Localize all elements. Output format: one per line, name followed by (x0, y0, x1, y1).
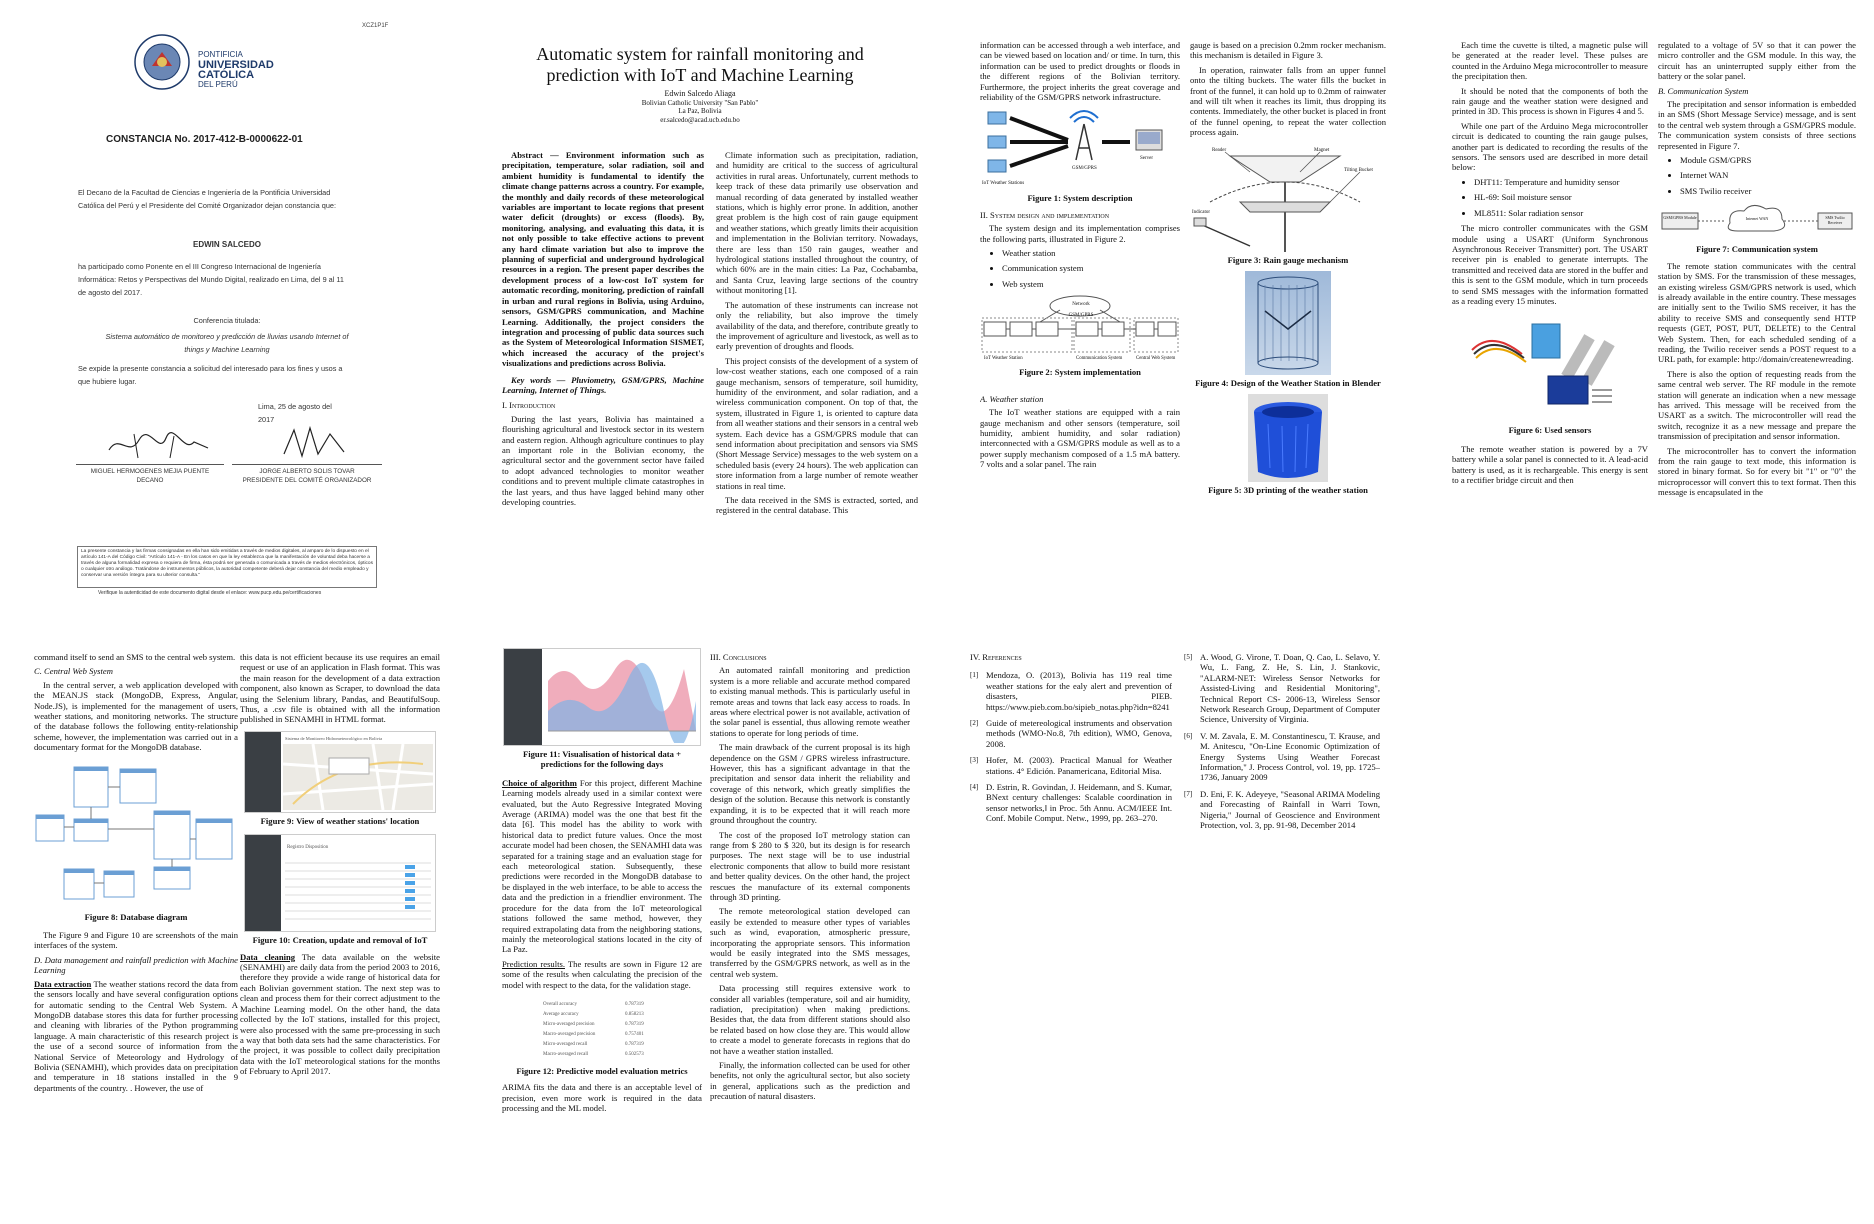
certificate-legal-box (77, 546, 377, 588)
paragraph: Climate information such as precipitation, radiation, and humidity are critical to the success of agricultural activities in rural areas. Unfortunately, current methods to keep track of these data primarily use observation and manual recording of data generated by installed weather stations, which is highly error prone. In addition, another great problem is the high cost of rain gauge equipment and weather stations, which greatly limits their acquisition and implementation in the Bolivian territory. Nowadays, there are less than 150 rain gauges, weather and hydrological stations installed throughout the country, of which 60% are in the main cities: La Paz, Cochabamba, and Santa Cruz, leaving large sections of the country without monitoring [1]. (716, 150, 918, 296)
list-item: • ML8511: Solar radiation sensor (1474, 208, 1648, 218)
subsection-central-web: C. Central Web System (34, 666, 113, 677)
certificate-name: EDWIN SALCEDO (193, 240, 261, 249)
figure-2-label: Central Web System (1136, 356, 1176, 362)
certificate-intro: El Decano de la Facultad de Ciencias e Ingeniería de la Pontificia Universidad Católica del Perú y el Presidente del Comité Organizador dejan constancia que: (78, 188, 336, 210)
sidebar (504, 649, 542, 745)
sensors-list (1452, 177, 1648, 218)
antenna-icon (1070, 111, 1098, 160)
figure-4-caption: Figure 4: Design of the Weather Station in Blender (1195, 378, 1381, 389)
reference-item (1184, 789, 1380, 831)
reference-number: [3] (970, 756, 979, 765)
figure-4 (1245, 271, 1331, 375)
paragraph: gauge is based on a precision 0.2mm rocker mechanism. this mechanism is detailed in Figure 3. (1190, 40, 1386, 61)
references-list-right (1184, 652, 1380, 831)
certificate-date: Lima, 25 de agosto del 2017 (258, 402, 332, 424)
figure-3 (1190, 142, 1386, 252)
figure-2-label: Communication System (1076, 356, 1123, 362)
figure-8 (34, 759, 238, 909)
list-item: • SMS Twilio receiver (1680, 186, 1856, 196)
certificate-conf-title: Sistema automático de monitoreo y predicción de lluvias usando Internet of things y Machine Learning (105, 332, 349, 354)
paper-col-7 (34, 652, 238, 1212)
paper-col-2 (716, 150, 918, 570)
figure-6 (1452, 310, 1648, 422)
paragraph: Data cleaning The data available on the website (SENAMHI) are daily data from the period 2003 to 2016, therefore they provide a wide range of historical data for each Bolivian government station. The next step was to clean and process them for their correct adjustment to the Machine Learning model. On the other hand, the data collected by the IoT stations, installed for this project, were also processed with the same pre-processing in such a way that both data sets had the same characteristics. For the project, it was possible to collect daily precipitation data with the IoT meteorological stations for the months of February to April 2017. (240, 951, 440, 1077)
reference-item (1184, 731, 1380, 783)
figure-10-header: Registro Disposition (287, 845, 329, 851)
keywords: Key words — Pluviometry, GSM/GPRS, Machine Learning, Internet of Things. (502, 374, 704, 395)
subsection-weather-station: A. Weather station (980, 393, 1044, 404)
communication-list (1658, 155, 1856, 196)
database-diagram (34, 759, 238, 909)
university-logo (132, 32, 192, 92)
certificate-conf-label: Conferencia titulada: (193, 316, 261, 325)
reference-item (1184, 652, 1380, 725)
figure-12-caption: Figure 12: Predictive model evaluation metrics (516, 1065, 688, 1076)
paragraph: regulated to a voltage of 5V so that it can power the micro controller and the GSM module. In this way, the circuit has an uninterrupted supply either from the battery or the solar panel. (1658, 40, 1856, 82)
figure-9-caption: Figure 9: View of weather stations' location (260, 815, 420, 826)
subsection-communication: B. Communication System (1658, 85, 1749, 96)
paper-col-6 (1658, 40, 1856, 570)
paper-col-8 (240, 652, 440, 1212)
paragraph: The system design and its implementation comprises the following parts, illustrated in Figure 2. (980, 223, 1180, 244)
figure-6-caption: Figure 6: Used sensors (1508, 425, 1592, 436)
paragraph: The main drawback of the current proposal is its high dependence on the GSM / GPRS wireless infrastructure. However, this has a significant advantage in that the precipitation and sensor data inherit the reliability and coverage of this network, which greatly simplifies the design of the solution. Because this network is constantly expanding, it is to be expected that it will reach more ground throughout the country. (710, 742, 910, 826)
sidebar (245, 835, 281, 931)
paragraph: An automated rainfall monitoring and prediction system is a more reliable and accurate method compared to existing manual methods. This is particularly useful in remote areas and towns that lack easy access to roads. In areas where electrical power is not available, activation of the solar panel is essential, thus allowing remote weather stations to operate for long periods of time. (710, 665, 910, 738)
reference-item (970, 670, 1172, 712)
figure-1 (980, 108, 1180, 190)
table-row: Micro-averaged precision 0.787319 (543, 1021, 644, 1027)
figure-9-header: Sistema de Monitoreo Hidrometeorológico en Bolivia (285, 735, 383, 741)
paragraph: The remote weather station is powered by a 7V battery while a solar panel is connected to it. A lead-acid battery is used, as it is rechargeable. This energy is sent to a rectifier bridge circuit and then (1452, 443, 1648, 485)
reference-text: D. Estrin, R. Govindan, J. Heidemann, and S. Kumar, BNext century challenges: Scalable coordination in sensor networks,‖ in Proc. 5th Annu. ACM/IEEE Int. Conf. Mobile Comput. Netw., 1999, pp. 263–270. (986, 782, 1172, 824)
references-list-left (970, 670, 1172, 823)
reference-text: Guide of metereological instruments and observation methods (WMO-No.8, 7th edition), WMO, Genova, 2008. (986, 718, 1172, 749)
used-sensors-photo (1452, 310, 1648, 422)
list-item: • HL-69: Soil moisture sensor (1474, 192, 1648, 202)
figure-7-label: SMS Twilio Receiver (1825, 215, 1845, 226)
reference-item (970, 718, 1172, 749)
reference-text: Hofer, M. (2003). Practical Manual for Weather stations. 4° Edición. Panamericana, Editorial Misa. (986, 755, 1172, 776)
figure-2 (980, 294, 1180, 364)
paragraph: Choice of algorithm For this project, different Machine Learning models already used in a similar context were evaluated, but the Auto Regressive Integrated Moving Average (ARIMA) model was the one that best fit the data [6]. This model has the ability to work with historical data to predict future values. Once the most accurate model had been chosen, the SENAMHI data was separated for a training stage and an evaluation stage for each meteorological station. Subsequently, these predictions were recorded in the MongoDB database to be displayed in the web interface, to be able to access the data and the prediction in a friendlier environment. The procedure for the data from the IoT meteorological stations followed the same method, however, they required extrapolating data from the neighboring stations, mainly the meteorological stations located in the city of La Paz. (502, 777, 702, 955)
figure-1-label: Server (1140, 156, 1154, 162)
table-row: Average accuracy 0.858213 (543, 1011, 644, 1017)
paragraph: command itself to send an SMS to the central web system. (34, 652, 236, 662)
figure-10 (244, 834, 436, 932)
paragraph: The micro controller communicates with the GSM module using a USART (Uniform Synchronous Asynchronous Receiver Transmitter) port. The USART receiver pin is enabled to generate interrupts. The transmitted and received data are stored in the buffer and this is sent to the GSM module, which in turn proceeds to send SMS messages with the information formatted as a reading every 15 minutes. (1452, 223, 1648, 306)
rain-gauge-mechanism-diagram (1190, 142, 1386, 252)
reference-item (970, 755, 1172, 776)
reference-number: [6] (1184, 731, 1193, 740)
reference-number: [1] (970, 671, 979, 680)
list-item: • Web system (1002, 279, 1180, 289)
paragraph: The IoT weather stations are equipped with a rain gauge mechanism and other sensors (temperature, soil humidity, ambient humidity, and solar radiation) interconnected with a GSM/GPRS module as well as to a power supply mechanism composed of a 1.5 mA battery. 7 volts and a solar panel. The rain (980, 407, 1180, 470)
figure-2-label: Network GSM/GPRS (1068, 302, 1094, 318)
weather-station-blender-render (1245, 271, 1331, 375)
reference-number: [5] (1184, 653, 1193, 661)
reference-number: [2] (970, 719, 979, 728)
certificate (62, 8, 389, 488)
paper-title: Automatic system for rainfall monitoring and prediction with IoT and Machine Learning (536, 44, 864, 85)
paragraph: The precipitation and sensor information is embedded in an SMS (Short Message Service) message, and is sent to the central web system through a GSM/GPRS module. The communication system consists of three sections represented in Figure 7. (1658, 99, 1856, 151)
figure-1-label: GSM/GPRS (1072, 166, 1097, 172)
certificate-body: ha participado como Ponente en el III Congreso Internacional de Ingeniería Informática: Retos y Perspectivas del Mundo Digital, realizado en Lima, del 9 al 11 de agosto del 2017. (78, 262, 344, 297)
signature-scribble-icon (274, 424, 354, 464)
paragraph: information can be accessed through a web interface, and can be viewed based on location and/ or time. In turn, this information can be used to predict droughts or floods in the different regions of the Bolivian territory. Furthermore, the project inherits the great coverage and reliability of the GSM/GPRS network infrastructure. (980, 40, 1180, 103)
figure-9 (244, 731, 436, 813)
weather-station-icon (988, 112, 1006, 172)
paragraph: The automation of these instruments can increase not only the reliability, but also improve the timely availability of the data, and therefore, contribute greatly to the improvement of agriculture and livestock, as well as to early prevention of droughts and floods. (716, 299, 918, 352)
paragraph: The Figure 9 and Figure 10 are screenshots of the main interfaces of the system. (34, 930, 238, 951)
university-name: PONTIFICIA UNIVERSIDAD CATÓLICA DEL PERÚ (198, 50, 274, 89)
list-item: • Module GSM/GPRS (1680, 155, 1856, 165)
paper-col-1 (502, 150, 704, 570)
table-row: Micro-averaged recall 0.787319 (543, 1041, 644, 1047)
reference-text: Mendoza, O. (2013), Bolivia has 119 real time weather stations for the ealy alert and prevention of disasters, PIEB. https://www.pieb.com.bo/sipieb_notas.php?idn=8241 (986, 670, 1172, 712)
section-system-design: II. System design and implementation (980, 209, 1110, 220)
signature-1-name: MIGUEL HERMOGENES MEJIA PUENTE DECANO (76, 464, 224, 485)
certificate-verify: Verifique la autenticidad de este documento digital desde el enlace: www.pucp.edu.pe/certificaciones (98, 590, 322, 596)
paragraph: The remote meteorological station developed can easily be extended to measure other types of variables such as wind, evaporation, atmospheric pressure, incorporating the appropriate sensors. This information would be easily integrated into the SMS messages, transferred by the GSM/GPRS network, as well as in the central web system. (710, 906, 910, 979)
section-references: IV. References (970, 652, 1022, 662)
signature-scribble-icon (104, 428, 214, 462)
signature-1 (104, 428, 214, 466)
registry-table (285, 857, 431, 927)
figure-2-label: IoT Weather Station (984, 356, 1023, 362)
reference-number: [7] (1184, 789, 1193, 798)
metrics-table (542, 1000, 645, 1060)
figure-7-caption: Figure 7: Communication system (1696, 244, 1818, 255)
paper-col-9 (502, 648, 702, 1212)
system-parts-list (980, 248, 1180, 289)
table-row: Macro-averaged precision 0.757401 (543, 1031, 644, 1037)
rainfall-prediction-chart (544, 651, 700, 743)
figure-3-label: Tilting Bucket (1344, 167, 1373, 173)
table-row: Overall accuracy 0.787319 (543, 1001, 644, 1007)
list-item: • Internet WAN (1680, 170, 1856, 180)
signature-2-name: JORGE ALBERTO SOLIS TOVAR PRESIDENTE DEL COMITÉ ORGANIZADOR (232, 464, 382, 485)
paragraph: The data received in the SMS is extracted, sorted, and registered in the central database. This (716, 495, 918, 516)
figure-3-label: Reader (1212, 147, 1227, 153)
signature-2 (274, 424, 354, 468)
paper-col-11 (970, 652, 1172, 952)
paragraph: The remote station communicates with the central station by SMS. For the transmission of these messages, an existing wireless GSM/GPRS network is used, which is already available in the entire country. These messages are initially sent to the Twilio SMS receiver, it has the ability to receive SMS and consequently send HTTP requests (GET, POST, PUT, DELETE) to the Central Web System. Then, for each scheduled sending of a reading, the Twilio receiver sends a POST request to a URL path, for example: http://domain/createnewreading. (1658, 260, 1856, 365)
server-icon (1136, 130, 1162, 150)
paragraph: Data processing still requires extensive work to consider all variables (temperature, soil and air humidity, radiation, precipitation) when making predictions. Besides that, the data from different stations should also be related based on how close they are. This would allow to create a model to generate forecasts in regions that do not have a weather station installed. (710, 983, 910, 1056)
figure-1-caption: Figure 1: System description (1027, 193, 1133, 204)
table-row: Macro-averaged recall 0.502573 (543, 1051, 644, 1057)
paragraph: this data is not efficient because its use requires an email request or use of an application in Flash format. This was the main reason for the development of a data extraction component, also known as Scraper, to download the data using the Selenium library, Pandas, and BeautifulSoup. Thus, a .csv file is obtained with all the information published in SENAMHI in HTML format. (240, 652, 440, 725)
figure-10-caption: Figure 10: Creation, update and removal of IoT (252, 935, 428, 946)
figure-11-caption: Figure 11: Visualisation of historical data + predictions for the following days (522, 749, 681, 770)
figure-5-caption: Figure 5: 3D printing of the weather station (1208, 485, 1368, 496)
figure-3-caption: Figure 3: Rain gauge mechanism (1227, 254, 1349, 265)
paragraph: The cost of the proposed IoT metrology station can range from $ 280 to $ 320, but its design is for research purposes. The next stage will be to use industrial electronic components that allow to build more resistant and better quality devices. On the other hand, the project rescues the manufacture of its external components through 3D printing. (710, 829, 910, 902)
paragraph: Finally, the information collected can be used for other benefits, not only the agricultural sector, but also society in general, applications such as the prediction and precaution of natural disasters. (710, 1060, 910, 1102)
paragraph: This project consists of the development of a system of low-cost weather stations, each one composed of a rain gauge mechanism, sensors of temperature, soil humidity, humidity of the environment, and solar radiation, and a wireless communication component. On top of that, the system, illustrated in Figure 1, is oriented to capture data from all weather stations and their sensors in a central web system. Each device has a GSM/GPRS module that can send information about precipitation and sensors via SMS (Short Message Service) messages to the web system on a scheduled basis (every 24 hours). The web application can store information from a large number of remote weather stations in real time. (716, 355, 918, 491)
certificate-title: CONSTANCIA No. 2017-412-B-0000622-01 (106, 134, 303, 145)
paper-col-12 (1184, 652, 1380, 952)
figure-7 (1658, 201, 1856, 241)
weather-station-3d-print-photo (1248, 394, 1328, 482)
paper-author-block: Edwin Salcedo Aliaga Bolivian Catholic University "San Pablo" La Paz, Bolivia er.salcedo@acad.ucb.edu.bo (641, 90, 759, 124)
figure-7-label: Internet WAN (1745, 216, 1769, 222)
paper-col-10 (710, 652, 910, 1212)
paragraph: It should be noted that the components of both the rain gauge and the weather station were designed and printed in 3D. This process is shown in Figures 4 and 5. (1452, 85, 1648, 117)
reference-number: [4] (970, 783, 979, 792)
list-item: • Weather station (1002, 248, 1180, 258)
section-introduction: I. Introduction (502, 400, 556, 411)
paragraph: Each time the cuvette is tilted, a magnetic pulse will be generated at the reader level. These pulses are counted in the Arduino Mega microcontroller to measure the precipitation then. (1452, 40, 1648, 82)
list-item: • DHT11: Temperature and humidity sensor (1474, 177, 1648, 187)
section-conclusions: III. Conclusions (710, 652, 767, 662)
certificate-code: XCZ1P1F (362, 23, 389, 29)
figure-5 (1248, 394, 1328, 482)
figure-7-label: GSM/GPRS Module (1663, 215, 1697, 221)
figure-1-label: IoT Weather Stations (982, 181, 1025, 187)
reference-item (970, 782, 1172, 824)
paragraph: While one part of the Arduino Mega microcontroller circuit is dedicated to counting the rain gauge pulses, another part is dedicated to recording the results of the sensors. The sensors used are described in more detail below: (1452, 120, 1648, 173)
reference-text: A. Wood, G. Virone, T. Doan, Q. Cao, L. Selavo, Y. Wu, L. Fang, Z. He, S. Lin, J. Stankovic, "ALARM-NET: Wireless Sensor Networks for Assisted-Living and Residential Monitoring", Technical Report CS- 2006-13, Wireless Sensor Network Research Group, Department of Computer Science, University of Virginia. (1200, 652, 1380, 725)
paragraph: ARIMA fits the data and there is an acceptable level of precision, even more work is required in the data processing and the ML model. (502, 1082, 702, 1114)
system-description-diagram (980, 108, 1180, 190)
paragraph: In operation, rainwater falls from an upper funnel onto the tilting buckets. The water fills the bucket in front of the funnel, it can hold up to 0.2mm of rainwater and will tilt when it reaches its limit, thus dropping its contents. Immediately, the other bucket is placed in front of the funnel opening, to repeat the water collection process again. (1190, 64, 1386, 138)
reference-text: V. M. Zavala, E. M. Constantinescu, T. Krause, and M. Anitescu, "On-Line Economic Optimization of Energy Systems Using Weather Forecast Information," J. Process Control, vol. 19, pp. 1725–1736, January 2009 (1200, 730, 1380, 783)
certificate-legal-text: La presente constancia y las firmas consignadas en ella han sido emitidas a través de medios digitales, al amparo de lo dispuesto en el artículo 141-A del Código Civil: "Artículo 141-A - En los casos en que la ley establezca que la manifestación de voluntad deba hacerse a través de alguna formalidad expresa o requiera de firma, ésta podrá ser generada o comunicada a través de medios electrónicos, ópticos o cualquier otro análogo. Tratándose de instrumentos públicos, la autoridad competente deberá dejar constancia del medio empleado y conservar una versión íntegra para su ulterior consulta." (81, 549, 373, 578)
map-view (283, 744, 433, 810)
figure-8-caption: Figure 8: Database diagram (84, 911, 188, 922)
paragraph: In the central server, a web application developed with the MEAN.JS stack (MongoDB, Express, Angular, Node.JS), is implemented for the management of users, weather stations, and monitoring networks. The structure of the database follows the following entity-relationship scheme, however, the implementation was carried out in a documentary format for the MongoDB database. (34, 679, 238, 753)
paragraph: The microcontroller has to convert the information from the rain gauge to text mode, this information is stored in binary format. So for every bit "1" or "0" the microprocessor will convert this to text format. Then this message is encapsulated in the (1658, 445, 1856, 498)
figure-2-caption: Figure 2: System implementation (1019, 367, 1141, 378)
paper-col-5 (1452, 40, 1648, 570)
figure-3-label: Indicator (1192, 209, 1211, 215)
sidebar (245, 732, 281, 812)
paragraph: Data extraction The weather stations record the data from the sensors locally and have several configuration options for automatic sending to the Central Web System. A MongoDB database stores this data for further processing and cleaning with libraries of the Python programming language. A main characteristic of this research project is the use of a second source of information from the National Service of Meteorology and Hydrology of Bolivia (SENAMHI), which provides data on precipitation and temperature in 18 stations installed in the 9 departments of the country. . However, the use of (34, 978, 238, 1093)
paper-col-4 (1190, 40, 1386, 570)
paper-col-3 (980, 40, 1180, 570)
reference-text: D. Eni, F. K. Adeyeye, "Seasonal ARIMA Modeling and Forecasting of Rainfall in Warri Town, Nigeria," Journal of Geoscience and Environment Protection, vol. 3, pp. 91-98, December 2014 (1200, 788, 1380, 831)
list-item: • Communication system (1002, 263, 1180, 273)
figure-3-label: Magnet (1314, 147, 1330, 153)
figure-11 (503, 648, 701, 746)
certificate-request: Se expide la presente constancia a solicitud del interesado para los fines y usos a que hubiere lugar. (78, 364, 343, 386)
abstract: Abstract — Environment information such as precipitation, temperature, solar radiation, soil and ambient humidity is fundamental to identify the climate change patterns across a country. For example, the monthly and daily records of these meteorological variables are important to locate regions that present water deficit (droughts) or excess (floods). By, monitoring, analysing, and evaluating this data, it is not only possible to take effective actions to prevent any hard climate variation but also to improve the planning of superficial and underground hydrological resources in a region. The present paper describes the development process of a low-cost IoT system for automatic recording, monitoring, prediction of rainfall in urban and rural regions in Bolivia, using Arduino, sensors, GSM/GPRS communication, and Machine Learning. Additionally, the project considers the integration and processing of public data sources such as the System of Meteorological Information SISMET, which increased the accuracy of the project's visualizations and predictions across Bolivia. (502, 150, 704, 369)
paragraph: Prediction results. The results are sown in Figure 12 are some of the results when calculating the precision of the model with respect to the data, for the validation stage. (502, 958, 702, 990)
subsection-data-management: D. Data management and rainfall prediction with Machine Learning (34, 954, 238, 976)
university-seal-icon (132, 32, 192, 92)
intro-paragraph: During the last years, Bolivia has maintained a flourishing agricultural and livestock sector in its western and eastern region. Although agriculture continues to play an important role in the Bolivian economy, the agricultural sector and the government sector have failed to adopt advanced technologies to monitor weather conditions and to prevent multiple climate catastrophes in the last years, and thus have lagged behind many other developing countries. (502, 413, 704, 507)
paragraph: There is also the option of requesting reads from the same central web server. The RF module in the remote station will generate an indication when a new message has arrived. This message will be received from the USART as a switch. The microcontroller will read the switch, recognize it as a new message and prepare the transmission of precipitation and sensor information. (1658, 368, 1856, 442)
